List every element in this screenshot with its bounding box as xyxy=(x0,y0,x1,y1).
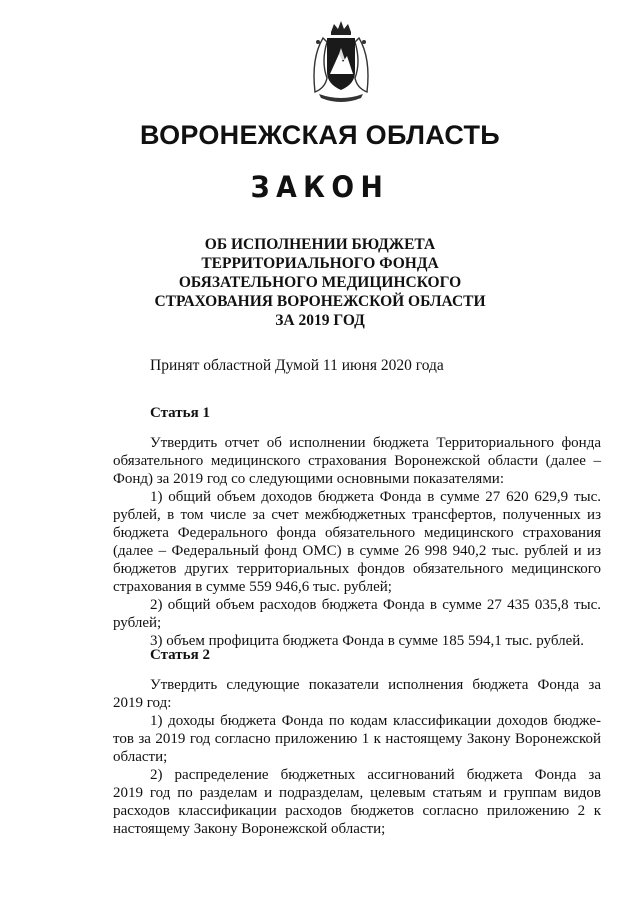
article-text-line: тов за 2019 год согласно приложению 1 к настоящему Закону Воронежской xyxy=(113,731,601,747)
article-text-line: (далее – Федеральный фонд ОМС) в сумме 26 998 940,2 тыс. рублей и из xyxy=(113,543,601,559)
article-text-line: бюджетов других территориальных фондов обязательного медицинского xyxy=(113,561,601,577)
article-text-line: 1) доходы бюджета Фонда по кодам классификации доходов бюдже- xyxy=(150,713,601,729)
article-text-line: обязательного медицинского страхования Воронежской области (далее – xyxy=(113,453,601,469)
article-text-line: Утвердить отчет об исполнении бюджета Территориального фонда xyxy=(150,435,601,451)
law-title-line: ОБ ИСПОЛНЕНИИ БЮДЖЕТА xyxy=(204,236,436,253)
article-text-line: области; xyxy=(113,749,168,765)
law-title-line: ТЕРРИТОРИАЛЬНОГО ФОНДА xyxy=(201,255,439,272)
article-text-line: рублей; xyxy=(113,615,162,631)
article-text-line: 2) распределение бюджетных ассигнований бюджета Фонда за xyxy=(150,767,601,783)
article-text-line: 2019 год: xyxy=(113,695,172,711)
law-title-line: ЗА 2019 ГОД xyxy=(275,312,365,329)
article-text-line: страхования в сумме 559 946,6 тыс. рублей; xyxy=(113,579,392,595)
article-text-line: настоящему Закону Воронежской области; xyxy=(113,821,386,837)
document-type: ЗАКОН xyxy=(250,170,390,204)
article-1-heading: Статья 1 xyxy=(150,405,210,421)
coat-of-arms-icon xyxy=(303,18,379,104)
law-title-line: СТРАХОВАНИЯ ВОРОНЕЖСКОЙ ОБЛАСТИ xyxy=(154,293,486,310)
article-text-line: 3) объем профицита бюджета Фонда в сумме 185 594,1 тыс. рублей. xyxy=(150,633,585,649)
article-text-line: рублей, в том числе за счет межбюджетных трансфертов, полученных из xyxy=(113,507,601,523)
adoption-note: Принят областной Думой 11 июня 2020 года xyxy=(150,357,444,374)
law-title xyxy=(0,235,640,330)
article-text-line: расходов классификации расходов бюджетов согласно приложению 2 к xyxy=(113,803,601,819)
region-name: ВОРОНЕЖСКАЯ ОБЛАСТЬ xyxy=(139,120,501,150)
article-text-line: бюджета Федерального фонда обязательного медицинского страхования xyxy=(113,525,601,541)
law-title-line: ОБЯЗАТЕЛЬНОГО МЕДИЦИНСКОГО xyxy=(178,274,462,291)
article-text-line: Утвердить следующие показатели исполнения бюджета Фонда за xyxy=(150,677,601,693)
article-text-line: 1) общий объем доходов бюджета Фонда в сумме 27 620 629,9 тыс. xyxy=(150,489,601,505)
article-text-line: Фонд) за 2019 год со следующими основными показателями: xyxy=(113,471,505,487)
article-text-line: 2) общий объем расходов бюджета Фонда в сумме 27 435 035,8 тыс. xyxy=(150,597,601,613)
article-2-heading: Статья 2 xyxy=(150,647,210,663)
article-text-line: 2019 год по разделам и подразделам, целевым статьям и группам видов xyxy=(113,785,601,801)
